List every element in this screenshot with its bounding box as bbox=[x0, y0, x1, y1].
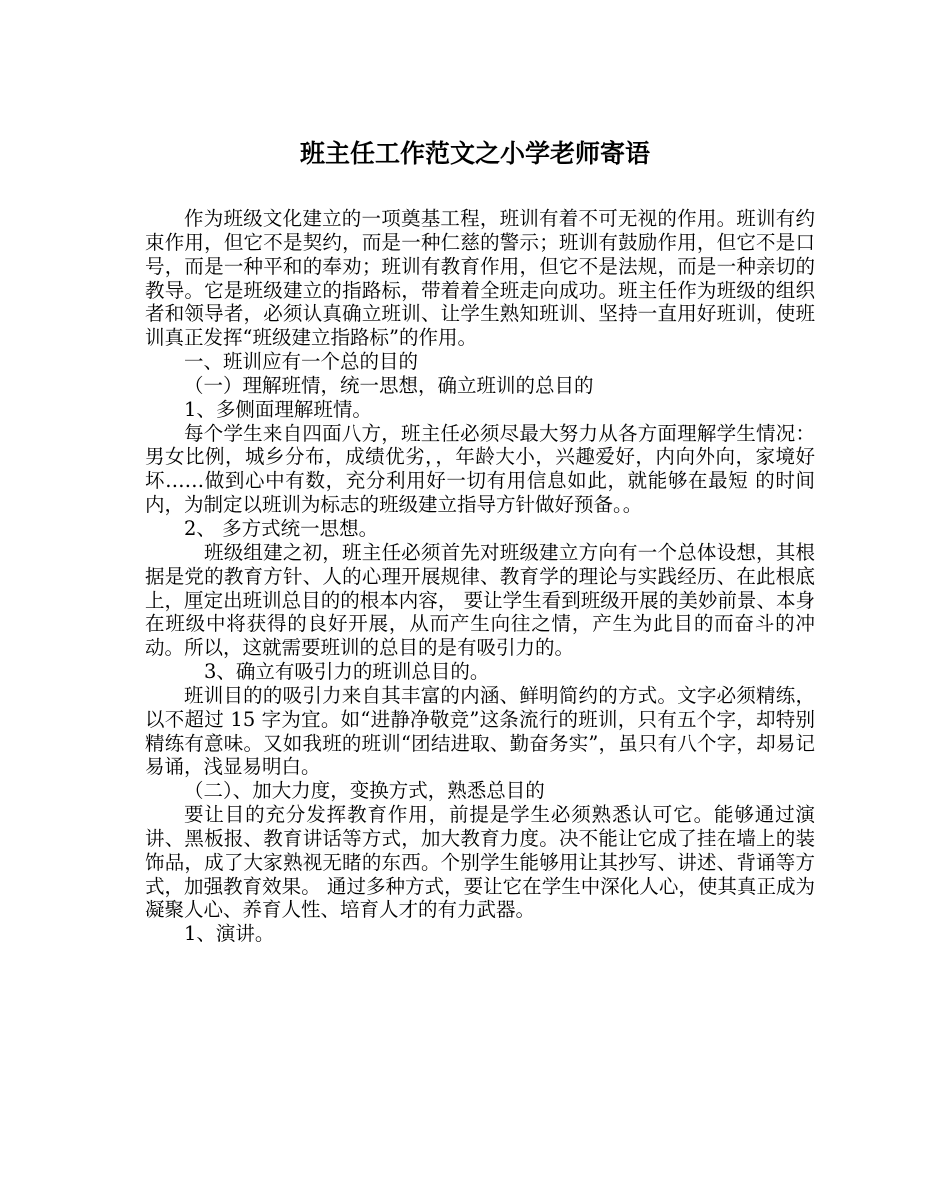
document-title: 班主任工作范文之小学老师寄语 bbox=[299, 139, 650, 168]
paragraph-subsection-2: 要让目的充分发挥教育作用，前提是学生必须熟悉认可它。能够通过演讲、黑板报、教育讲话等方式，加大教育力度。决不能让它成了挂在墙上的装饰品，成了大家熟视无睹的东西。个别学生能够用让其抄写、讲述、背诵等方式，加强教育效果。 通过多种方式，要让它在学生中深化人心，使其真正成为凝聚人心、养育人性、培育人才的有力武器。 bbox=[145, 803, 815, 922]
paragraph-item-2: 班级组建之初，班主任必须首先对班级建立方向有一个总体设想，其根据是党的教育方针、人的心理开展规律、教育学的理论与实践经历、在此根底上，厘定出班训总目的的根本内容， 要让学生看到班级开展的美妙前景、本身在班级中将获得的良好开展，从而产生向往之情，产生为此目的而奋斗的冲动。所以，这就需要班训的总目的是有吸引力的。 bbox=[145, 540, 815, 660]
heading-speech: 1、演讲。 bbox=[184, 922, 275, 946]
document-body bbox=[145, 207, 815, 946]
heading-section-1: 一、班训应有一个总的目的 bbox=[184, 350, 419, 374]
heading-item-3: 3、确立有吸引力的班训总目的。 bbox=[204, 660, 490, 684]
heading-item-1: 1、多侧面理解班情。 bbox=[184, 397, 372, 421]
paragraph-intro: 作为班级文化建立的一项奠基工程，班训有着不可无视的作用。班训有约束作用，但它不是契约，而是一种仁慈的警示；班训有鼓励作用，但它不是口号，而是一种平和的奉劝；班训有教育作用，但它不是法规，而是一种亲切的教导。它是班级建立的指路标，带着着全班走向成功。班主任作为班级的组织者和领导者，必须认真确立班训、让学生熟知班训、坚持一直用好班训，使班训真正发挥“班级建立指路标”的作用。 bbox=[145, 207, 815, 350]
heading-subsection-1: （一）理解班情，统一思想，确立班训的总目的 bbox=[184, 373, 594, 397]
heading-item-2: 2、 多方式统一思想。 bbox=[184, 516, 379, 540]
paragraph-item-3: 班训目的的吸引力来自其丰富的内涵、鲜明简约的方式。文字必须精练，以不超过 15 字为宜。如“进静净敬竞”这条流行的班训，只有五个字，却特别精练有意味。又如我班的班训“团结进取、勤奋务实”，虽只有八个字，却易记易诵，浅显易明白。 bbox=[145, 683, 815, 779]
paragraph-item-1: 每个学生来自四面八方，班主任必须尽最大努力从各方面理解学生情况：男女比例，城乡分布，成绩优劣，，年龄大小，兴趣爱好，内向外向，家境好坏……做到心中有数，充分利用好一切有用信息如此，就能够在最短 的时间内，为制定以班训为标志的班级建立指导方针做好预备。。 bbox=[145, 421, 815, 517]
heading-subsection-2: （二）、加大力度，变换方式，熟悉总目的 bbox=[184, 779, 545, 803]
